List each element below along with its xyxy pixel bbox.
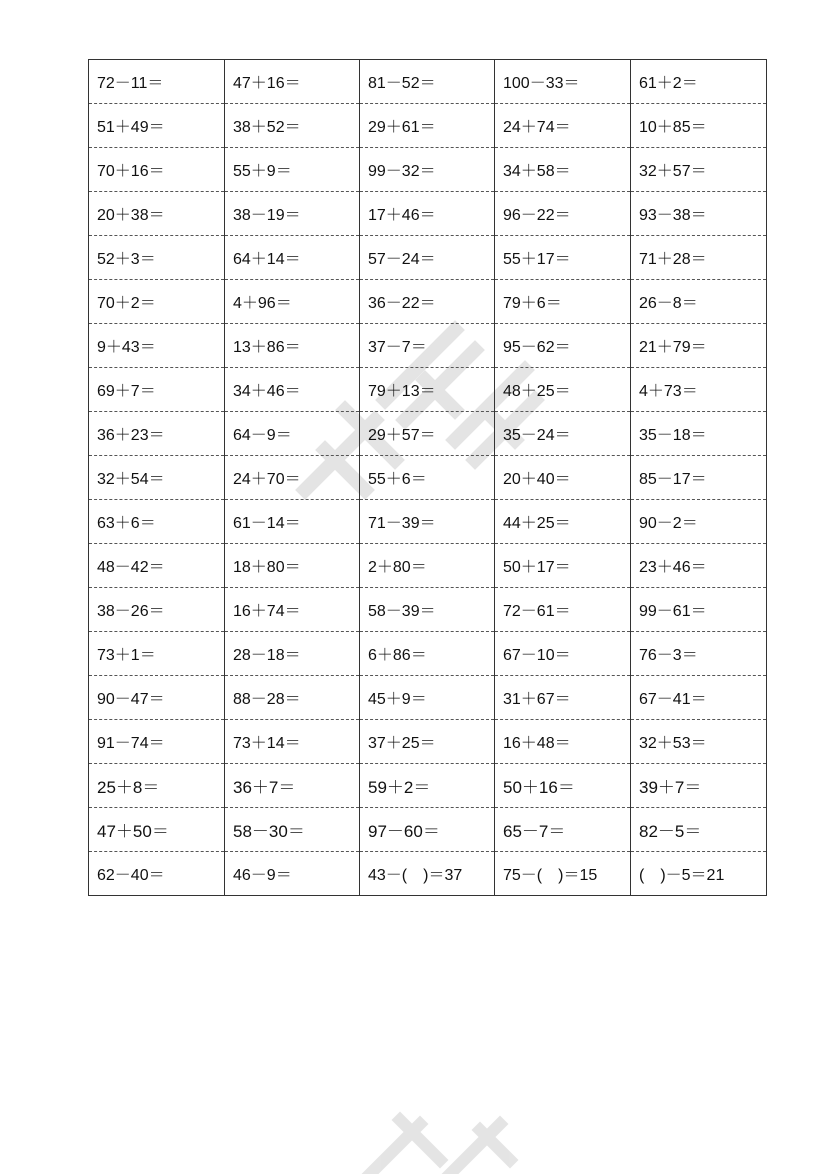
problem-cell: 82－5＝ [631, 808, 767, 852]
problem-cell: 67－41＝ [631, 676, 767, 720]
problem-cell: 99－32＝ [360, 148, 495, 192]
problem-cell: 65－7＝ [495, 808, 631, 852]
problem-cell: 36＋23＝ [89, 412, 225, 456]
table-row [89, 104, 767, 148]
problem-cell: 48＋25＝ [495, 368, 631, 412]
problem-cell: 85－17＝ [631, 456, 767, 500]
problem-cell: 24＋70＝ [225, 456, 360, 500]
problem-cell: 96－22＝ [495, 192, 631, 236]
table-row [89, 192, 767, 236]
problem-cell: 39＋7＝ [631, 764, 767, 808]
problem-cell: 99－61＝ [631, 588, 767, 632]
problem-cell: 64＋14＝ [225, 236, 360, 280]
problem-cell: 34＋46＝ [225, 368, 360, 412]
problem-cell: 4＋96＝ [225, 280, 360, 324]
problem-cell: 23＋46＝ [631, 544, 767, 588]
problem-cell: 52＋3＝ [89, 236, 225, 280]
problem-cell: 16＋74＝ [225, 588, 360, 632]
problem-cell: 69＋7＝ [89, 368, 225, 412]
problem-cell: 58－30＝ [225, 808, 360, 852]
problem-cell: 18＋80＝ [225, 544, 360, 588]
table-row [89, 676, 767, 720]
problem-cell: 97－60＝ [360, 808, 495, 852]
table-row [89, 60, 767, 104]
problem-cell: 55＋9＝ [225, 148, 360, 192]
problem-cell: 81－52＝ [360, 60, 495, 104]
table-row [89, 236, 767, 280]
problem-cell: 32＋57＝ [631, 148, 767, 192]
problem-cell: 61＋2＝ [631, 60, 767, 104]
table-row [89, 324, 767, 368]
problem-cell: 37＋25＝ [360, 720, 495, 764]
table-row [89, 500, 767, 544]
problem-cell: 2＋80＝ [360, 544, 495, 588]
problem-cell: 35－24＝ [495, 412, 631, 456]
problem-cell: 34＋58＝ [495, 148, 631, 192]
problem-cell: 71－39＝ [360, 500, 495, 544]
problem-cell: 47＋16＝ [225, 60, 360, 104]
problem-cell: 76－3＝ [631, 632, 767, 676]
problem-cell: 46－9＝ [225, 852, 360, 896]
problem-cell: 64－9＝ [225, 412, 360, 456]
problem-cell: 88－28＝ [225, 676, 360, 720]
problem-cell: 10＋85＝ [631, 104, 767, 148]
problem-cell: 55＋17＝ [495, 236, 631, 280]
problem-cell: 62－40＝ [89, 852, 225, 896]
problem-cell: 95－62＝ [495, 324, 631, 368]
problem-cell: 79＋6＝ [495, 280, 631, 324]
problem-cell: 36＋7＝ [225, 764, 360, 808]
problem-cell: 32＋54＝ [89, 456, 225, 500]
problem-cell: 17＋46＝ [360, 192, 495, 236]
problem-cell: 75－( )＝15 [495, 852, 631, 896]
table-row [89, 852, 767, 896]
table-row [89, 412, 767, 456]
problem-cell: 45＋9＝ [360, 676, 495, 720]
problem-cell: 90－2＝ [631, 500, 767, 544]
problem-cell: 38－26＝ [89, 588, 225, 632]
problem-cell: 71＋28＝ [631, 236, 767, 280]
problem-cell: 51＋49＝ [89, 104, 225, 148]
problem-cell: 38＋52＝ [225, 104, 360, 148]
problem-cell: 9＋43＝ [89, 324, 225, 368]
problem-cell: 35－18＝ [631, 412, 767, 456]
problem-cell: 72－11＝ [89, 60, 225, 104]
problem-cell: 70＋2＝ [89, 280, 225, 324]
problem-cell: 90－47＝ [89, 676, 225, 720]
problem-cell: 58－39＝ [360, 588, 495, 632]
problem-cell: 91－74＝ [89, 720, 225, 764]
problem-cell: 20＋40＝ [495, 456, 631, 500]
table-row [89, 720, 767, 764]
problem-cell: 72－61＝ [495, 588, 631, 632]
problem-cell: 73＋1＝ [89, 632, 225, 676]
problem-cell: 57－24＝ [360, 236, 495, 280]
problem-cell: 50＋16＝ [495, 764, 631, 808]
table-row [89, 588, 767, 632]
table-row [89, 764, 767, 808]
problem-cell: 43－( )＝37 [360, 852, 495, 896]
table-row [89, 632, 767, 676]
problem-cell: 25＋8＝ [89, 764, 225, 808]
watermark-stamp-icon [350, 1100, 550, 1174]
problem-cell: 28－18＝ [225, 632, 360, 676]
problem-cell: 38－19＝ [225, 192, 360, 236]
problem-cell: 55＋6＝ [360, 456, 495, 500]
problem-cell: 24＋74＝ [495, 104, 631, 148]
problem-cell: 20＋38＝ [89, 192, 225, 236]
problem-cell: 70＋16＝ [89, 148, 225, 192]
table-row [89, 544, 767, 588]
problem-cell: 29＋61＝ [360, 104, 495, 148]
problem-cell: 93－38＝ [631, 192, 767, 236]
problem-cell: 13＋86＝ [225, 324, 360, 368]
problem-cell: 50＋17＝ [495, 544, 631, 588]
problem-cell: 48－42＝ [89, 544, 225, 588]
problem-cell: 6＋86＝ [360, 632, 495, 676]
problem-cell: 63＋6＝ [89, 500, 225, 544]
watermark-stamp-bottom [350, 1100, 550, 1174]
problem-cell: 4＋73＝ [631, 368, 767, 412]
problem-cell: 16＋48＝ [495, 720, 631, 764]
problem-cell: 31＋67＝ [495, 676, 631, 720]
problem-cell: 44＋25＝ [495, 500, 631, 544]
problem-cell: 26－8＝ [631, 280, 767, 324]
problem-cell: 59＋2＝ [360, 764, 495, 808]
problem-cell: 21＋79＝ [631, 324, 767, 368]
problem-cell: 29＋57＝ [360, 412, 495, 456]
table-row [89, 456, 767, 500]
problem-cell: 100－33＝ [495, 60, 631, 104]
problem-cell: 61－14＝ [225, 500, 360, 544]
table-row [89, 808, 767, 852]
problem-cell: 73＋14＝ [225, 720, 360, 764]
arithmetic-worksheet-table [88, 59, 767, 896]
problem-cell: 37－7＝ [360, 324, 495, 368]
problem-cell: 36－22＝ [360, 280, 495, 324]
problem-cell: 32＋53＝ [631, 720, 767, 764]
problem-cell: 67－10＝ [495, 632, 631, 676]
problem-cell: 47＋50＝ [89, 808, 225, 852]
problem-cell: 79＋13＝ [360, 368, 495, 412]
table-row [89, 368, 767, 412]
table-row [89, 280, 767, 324]
table-row [89, 148, 767, 192]
problem-cell: ( )－5＝21 [631, 852, 767, 896]
